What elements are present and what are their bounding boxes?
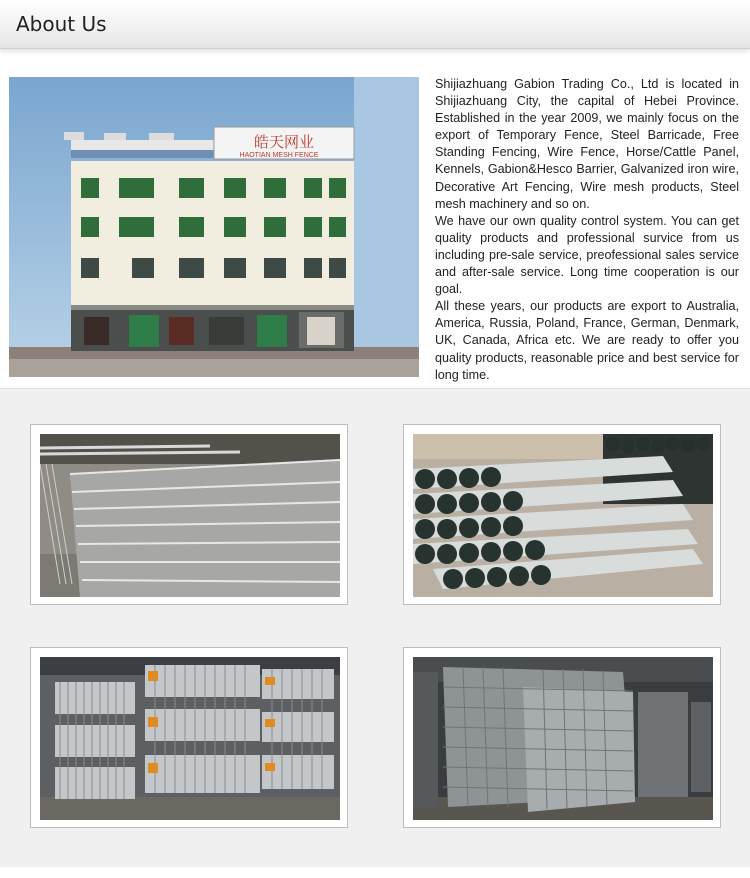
company-building-photo [9, 77, 419, 377]
gallery-item-temporary-fence[interactable] [30, 424, 348, 605]
section-header [0, 0, 750, 49]
gallery-item-steel-barricades[interactable] [30, 647, 348, 828]
about-paragraph-export: All these years, our products are export to Australia, America, Russia, Poland, France, German, Denmark, UK, Canada, Africa etc. We are ready to offer you quality products, reasonable price and best service for long time. [435, 299, 739, 382]
sign-english: HAOTIAN MESH FENCE [239, 152, 319, 159]
about-paragraph-intro: Shijiazhuang Gabion Trading Co., Ltd is located in Shijiazhuang City, the capital of Hebei Province. Established in the year 2009, we mainly focus on the export of Temporary Fence, Steel Barricade, Free Standing Fencing, Wire Fence, Horse/Cattle Panel, Kennels, Gabion&Hesco Barrier, Galvanized iron wire, Decorative Art Fencing, Wire mesh products, Steel mesh machinery and so on. [435, 77, 739, 211]
about-paragraph-service: We have our own quality control system. You can get quality products and professional survice from us including pre-sale service, preofessional sales service and after-sale service. Long time cooperation is our goal. [435, 213, 739, 297]
section-title: About Us [16, 12, 107, 36]
sign-chinese: 皓天网业 [253, 133, 315, 151]
gallery-item-mesh-panels[interactable] [403, 647, 721, 828]
product-gallery [0, 388, 750, 867]
gallery-item-steel-pipes[interactable] [403, 424, 721, 605]
about-description [435, 76, 739, 384]
